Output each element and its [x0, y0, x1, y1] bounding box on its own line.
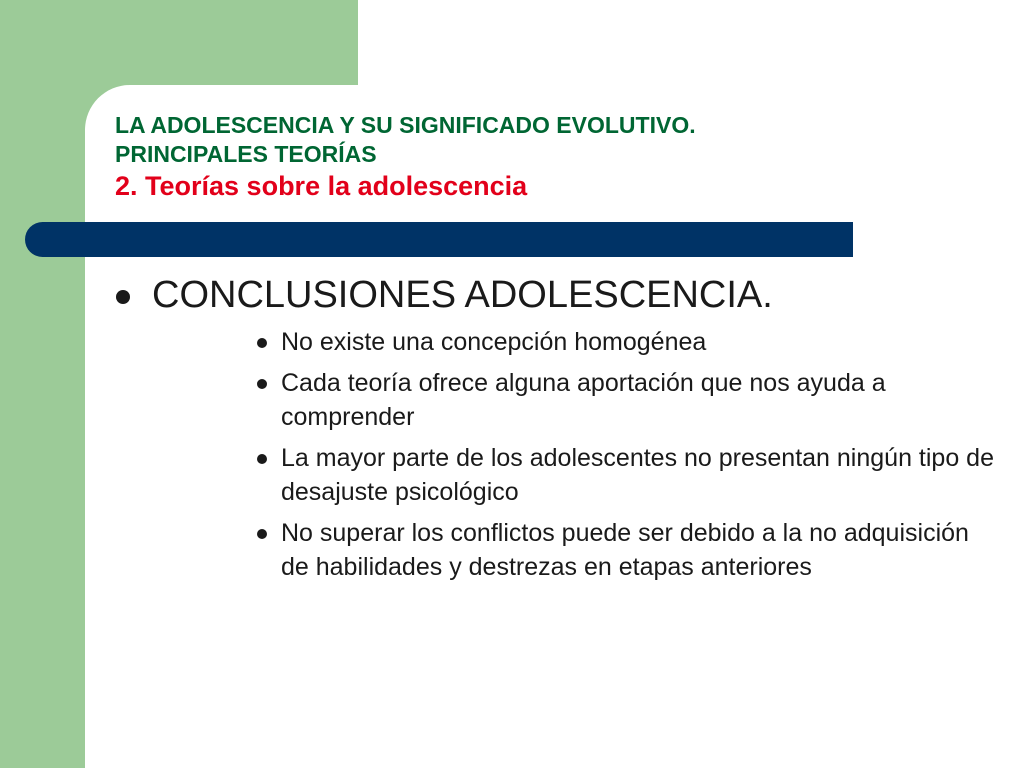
- bullet-dot-icon: [257, 454, 267, 464]
- sub-bullet-item: [257, 366, 1001, 434]
- bullet-dot-icon: [257, 529, 267, 539]
- main-bullet-item: [112, 272, 992, 584]
- slide-body: [112, 272, 992, 591]
- sub-bullet-text: Cada teoría ofrece alguna aportación que nos ayuda a comprender: [281, 369, 886, 431]
- slide-title-block: [115, 111, 995, 203]
- title-divider-bar: [25, 222, 853, 257]
- sub-bullet-item: [257, 516, 1001, 584]
- sub-bullet-text: No superar los conflictos puede ser debido a la no adquisición de habilidades y destrezas en etapas anteriores: [281, 519, 969, 581]
- sub-bullet-item: [257, 325, 1001, 359]
- sub-bullet-text: La mayor parte de los adolescentes no presentan ningún tipo de desajuste psicológico: [281, 444, 994, 506]
- bullet-dot-icon: [257, 338, 267, 348]
- sub-bullet-list: [152, 325, 992, 584]
- bullet-dot-icon: [257, 379, 267, 389]
- slide-title-line-1: LA ADOLESCENCIA Y SU SIGNIFICADO EVOLUTIVO.: [115, 112, 696, 138]
- sub-bullet-text: No existe una concepción homogénea: [281, 328, 707, 356]
- left-green-stripe: [0, 0, 85, 768]
- main-bullet-text: CONCLUSIONES ADOLESCENCIA.: [152, 274, 773, 316]
- bullet-dot-icon: [116, 290, 130, 304]
- sub-bullet-item: [257, 441, 1001, 509]
- slide-title-line-2: PRINCIPALES TEORÍAS: [115, 141, 377, 167]
- slide-subtitle: 2. Teorías sobre la adolescencia: [115, 171, 528, 201]
